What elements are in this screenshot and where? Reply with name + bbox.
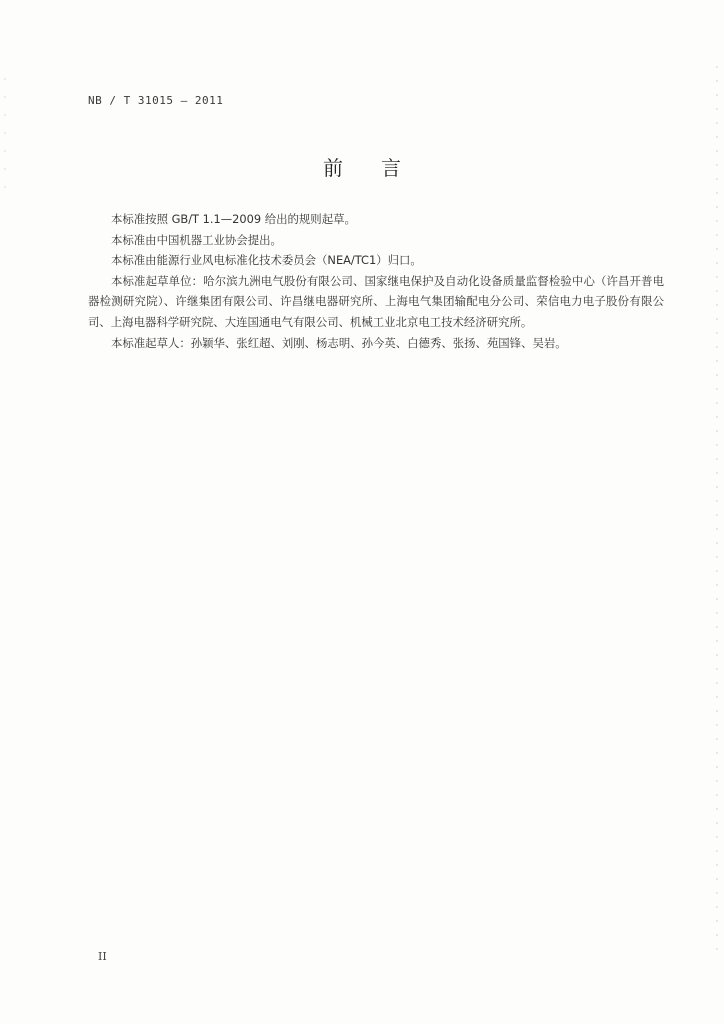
paragraph-administrator: 本标准由能源行业风电标准化技术委员会（NEA/TC1）归口。	[111, 253, 422, 268]
paragraph-drafting-units: 本标准起草单位：哈尔滨九洲电气股份有限公司、国家继电保护及自动化设备质量监督检验中心（许昌开普电器检测研究院）、许继集团有限公司、许昌继电器研究所、上海电气集团输配电分公司、荣信电力电子股份有限公司、上海电器科学研究院、大连国通电气有限公司、机械工业北京电工技术经济研究所。	[88, 273, 664, 329]
paragraph-proposer: 本标准由中国机器工业协会提出。	[111, 232, 282, 247]
paragraph-drafting-rules: 本标准按照 GB/T 1.1—2009 给出的规则起草。	[111, 212, 356, 226]
page-title: 前言	[323, 156, 439, 180]
paragraph-drafters: 本标准起草人：孙颖华、张红超、刘刚、杨志明、孙今英、白德秀、张扬、苑国锋、吴岩。	[111, 335, 567, 350]
standard-number: NB / T 31015 — 2011	[88, 94, 224, 107]
page-number: II	[98, 950, 107, 963]
foreword-body	[88, 209, 664, 353]
scan-edge-marks	[716, 60, 718, 960]
